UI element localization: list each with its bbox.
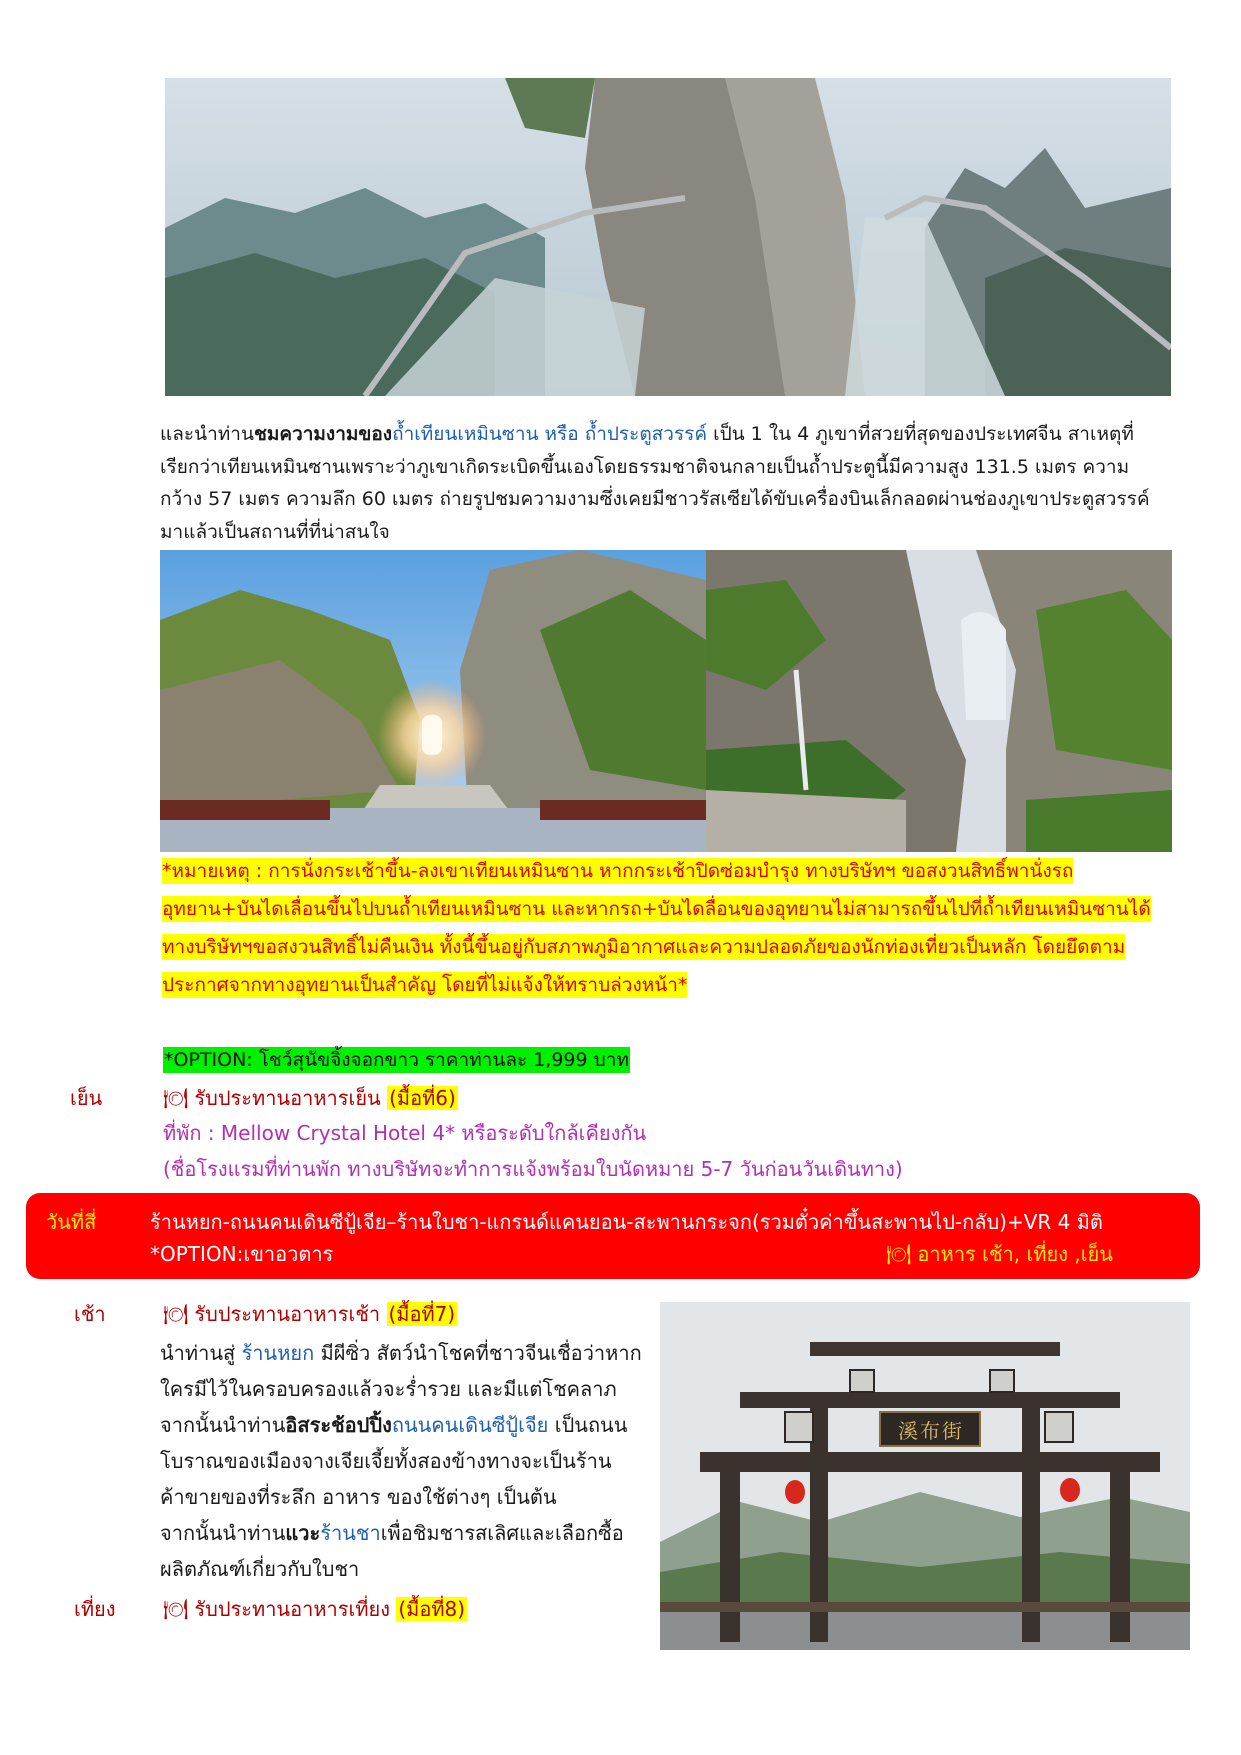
dish-icon: 🍽 xyxy=(886,1242,912,1266)
breakfast-label: เช้า xyxy=(74,1302,106,1326)
dish-icon: 🍽 xyxy=(163,1086,189,1110)
dish-icon: 🍽 xyxy=(163,1302,189,1326)
lunch-label: เที่ยง xyxy=(74,1597,116,1621)
dinner-label: เย็น xyxy=(70,1086,103,1110)
option-line xyxy=(163,1045,630,1075)
lunch-meal-number: (มื้อที่8) xyxy=(398,1597,466,1621)
desc-walking-street: จากนั้นนำท่านอิสระช้อปปิ้งถนนคนเดินซีปู้เจีย เป็นถนนโบราณของเมืองจางเจียเจี้ยทั้งสองข้างทางจะเป็นร้านค้าขายของที่ระลึก อาหาร ของใช้ต่างๆ เป็นต้น xyxy=(160,1413,628,1509)
glass-skywalk-photo xyxy=(165,78,1171,396)
day4-meals xyxy=(886,1238,1113,1270)
hotel-note: (ชื่อโรงแรมที่ท่านพัก ทางบริษัทจะทำการแจ้งพร้อมใบนัดหมาย 5-7 วันก่อนวันเดินทาง) xyxy=(163,1157,903,1181)
lunch-line xyxy=(163,1593,467,1625)
breakfast-line xyxy=(163,1298,457,1330)
intro-prefix: และนำท่าน xyxy=(160,423,254,445)
dinner-line xyxy=(163,1082,458,1114)
xibu-street-gate-photo xyxy=(660,1302,1190,1650)
breakfast-meal-number: (มื้อที่7) xyxy=(388,1302,456,1326)
intro-place-name: ถ้ำเทียนเหมินซาน หรือ ถ้ำประตูสวรรค์ xyxy=(392,423,708,445)
option-highlight: *OPTION: โชว์สุนัขจิ้งจอกขาว ราคาท่านละ 1,999 บาท xyxy=(164,1049,629,1071)
hotel-line: ที่พัก : Mellow Crystal Hotel 4* หรือระดับใกล้เคียงกัน xyxy=(163,1121,647,1145)
notice-highlight: *หมายเหตุ : การนั่งกระเช้าขึ้น-ลงเขาเทียนเหมินซาน หากกระเช้าปิดซ่อมบำรุง ทางบริษัทฯ ขอสงวนสิทธิ์พานั่งรถอุทยาน+บันไดเลื่อนขึ้นไปบนถ้ำเทียนเหมินซาน และหากรถ+บันไดลื่อนของอุทยานไม่สามารถขึ้นไปที่ถ้ำเทียนเหมินซานได้ ทางบริษัทฯขอสงวนสิทธิ์ไม่คืนเงิน ทั้งนี้ขึ้นอยู่กับสภาพภูมิอากาศและความปลอดภัยของนักท่องเที่ยวเป็นหลัก โดยยึดตามประกาศจากทางอุทยานเป็นสำคัญ โดยที่ไม่แจ้งให้ทราบล่วงหน้า* xyxy=(162,860,1151,996)
intro-bold: ชมความงามของ xyxy=(253,423,393,445)
intro-rest: เป็น 1 ใน 4 ภูเขาที่สวยที่สุดของประเทศจีน สาเหตุที่เรียกว่าเทียนเหมินซานเพราะว่าภูเขาเกิดระเบิดขึ้นเองโดยธรรมชาติจนกลายเป็นถ้ำประตูนี้มีความสูง 131.5 เมตร ความกว้าง 57 เมตร ความลึก 60 เมตร ถ่ายรูปชมความงามซึ่งเคยมีชาวรัสเซียได้ขับเครื่องบินเล็กลอดผ่านช่องภูเขาประตูสวรรค์มาแล้วเป็นสถานที่ที่น่าสนใจ xyxy=(160,423,1150,543)
heavens-gate-photo-right xyxy=(706,550,1172,852)
notice-text xyxy=(162,852,1172,1004)
day4-label: วันที่สี่ xyxy=(46,1210,97,1234)
day4-option: *OPTION:เขาอวตาร xyxy=(150,1242,334,1266)
intro-paragraph xyxy=(160,418,1160,548)
dish-icon: 🍽 xyxy=(163,1597,189,1621)
dinner-text: รับประทานอาหารเย็น xyxy=(194,1086,388,1110)
heavens-gate-photo-left xyxy=(160,550,706,852)
day4-banner xyxy=(26,1193,1200,1279)
dinner-meal-number: (มื้อที่6) xyxy=(389,1086,456,1110)
day4-meals-text: อาหาร เช้า, เที่ยง ,เย็น xyxy=(917,1242,1113,1266)
day4-route: ร้านหยก-ถนนคนเดินซีปู้เจีย–ร้านใบชา-แกรนด์แคนยอน-สะพานกระจก(รวมตั๋วค่าขึ้นสะพานไป-กลับ)+VR 4 มิติ xyxy=(150,1210,1103,1234)
lunch-text: รับประทานอาหารเที่ยง xyxy=(194,1597,397,1621)
gate-sign-text: 溪布街 xyxy=(898,1419,964,1443)
desc-tea-shop: จากนั้นนำท่านแวะร้านชาเพื่อชิมชารสเลิศและเลือกซื้อผลิตภัณฑ์เกี่ยวกับใบชา xyxy=(160,1521,624,1581)
breakfast-text: รับประทานอาหารเช้า xyxy=(194,1302,387,1326)
desc-jade-shop: นำท่านสู่ ร้านหยก มีผีซิ่ว สัตว์นำโชคที่ชาวจีนเชื่อว่าหากใครมีไว้ในครอบครองแล้วจะร่ำรวย และมีแต่โชคลาภ xyxy=(160,1341,642,1401)
day4-description xyxy=(160,1335,650,1587)
